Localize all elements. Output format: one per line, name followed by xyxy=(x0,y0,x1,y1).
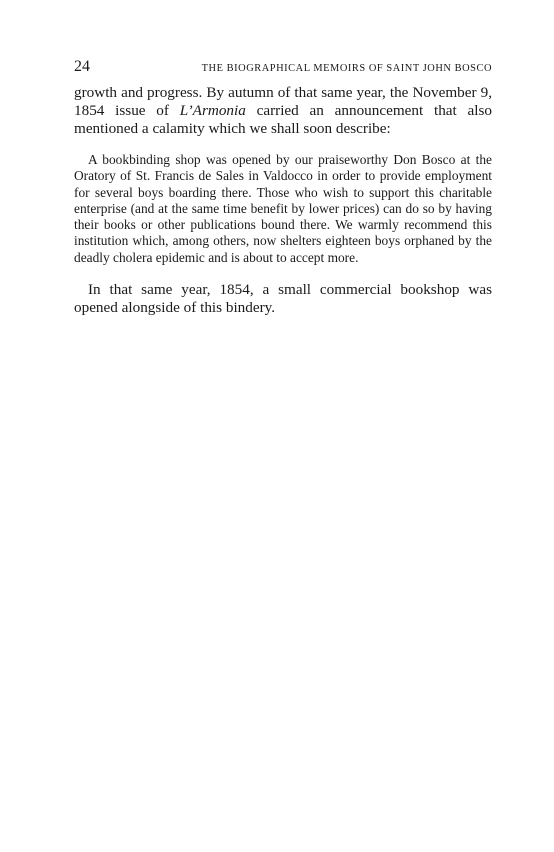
running-title: THE BIOGRAPHICAL MEMOIRS OF SAINT JOHN BOSCO xyxy=(201,63,492,74)
intro-paragraph xyxy=(74,84,492,138)
running-head xyxy=(74,58,492,80)
book-page xyxy=(74,58,492,317)
page-number: 24 xyxy=(74,58,90,75)
block-quote: A bookbinding shop was opened by our praiseworthy Don Bosco at the Oratory of St. Francis de Sales in Valdocco in order to provide employment for several boys boarding there. Those who wish to support this charitable enterprise (and at the same time benefit by lower prices) can do so by having their books or other publications bound there. We warmly recommend this institution which, among others, now shelters eighteen boys orphaned by the deadly cholera epidemic and is about to accept more. xyxy=(74,152,492,265)
closing-paragraph: In that same year, 1854, a small commercial bookshop was opened alongside of this bindery. xyxy=(74,281,492,317)
intro-text-start: growth and progress. By autumn of that same year, the November 9, 1854 issue of xyxy=(74,84,492,119)
intro-text-end: carried an announcement that also mentioned a calamity which we shall soon describe: xyxy=(74,102,492,137)
publication-title: L’Armonia xyxy=(179,102,246,119)
